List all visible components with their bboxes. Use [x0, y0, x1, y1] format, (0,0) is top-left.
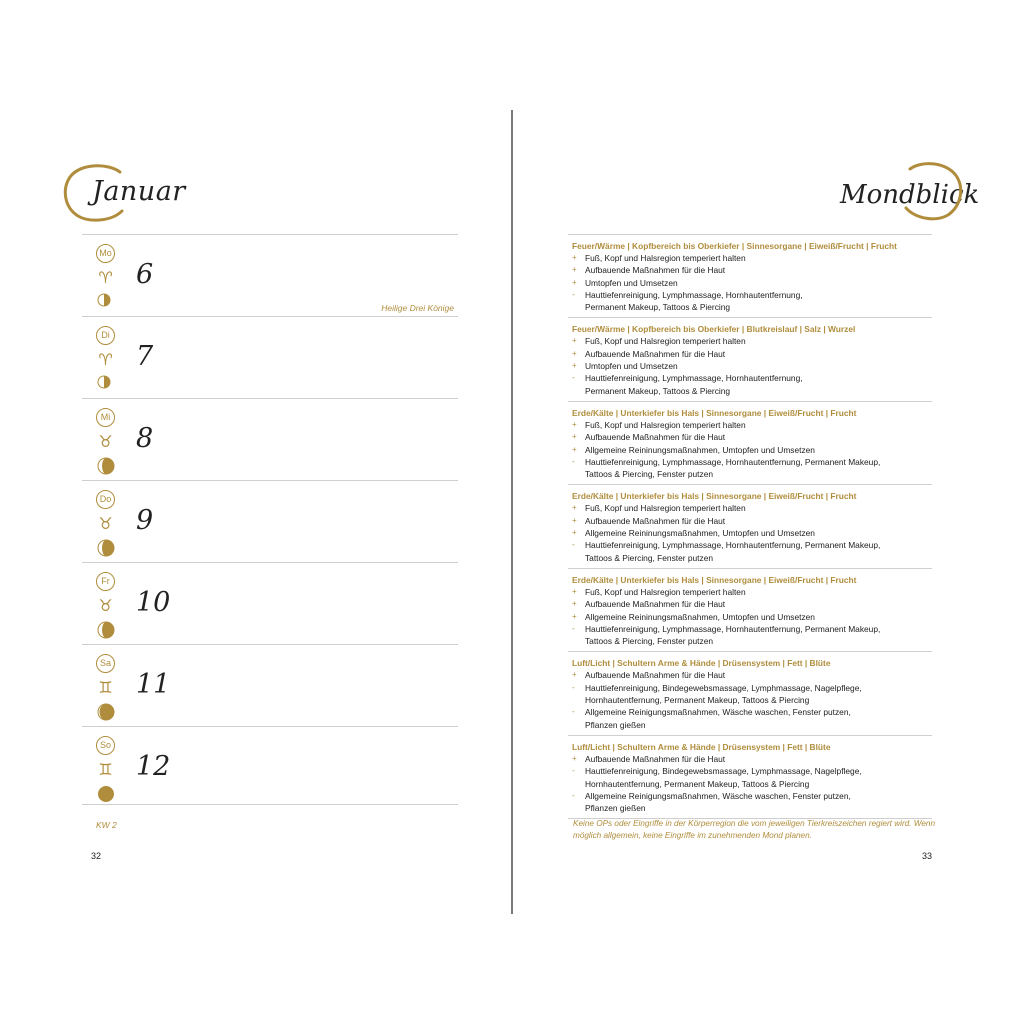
entry-item — [572, 539, 932, 551]
entry-item — [572, 802, 932, 814]
entry-heading: Erde/Kälte | Unterkiefer bis Hals | Sinnesorgane | Eiweiß/Frucht | Frucht — [572, 407, 857, 418]
page-number-right: 33 — [922, 851, 933, 861]
entry-sign: + — [572, 611, 577, 621]
holiday-label: Heilige Drei Könige — [381, 303, 454, 313]
left-page — [0, 0, 511, 1024]
moon-entry — [568, 317, 932, 400]
entry-sign: + — [572, 277, 577, 287]
zodiac-icon: ♉ — [98, 514, 113, 533]
entry-item — [572, 289, 932, 301]
entry-sign: - — [572, 766, 575, 776]
entry-item — [572, 419, 932, 431]
entry-item — [572, 598, 932, 610]
entry-item — [572, 444, 932, 456]
day-number: 8 — [136, 423, 154, 454]
entry-text: Allgemeine Reininungsmaßnahmen, Umtopfen und Umsetzen — [585, 528, 815, 539]
entry-item — [572, 385, 932, 397]
entry-item — [572, 360, 932, 372]
moon-phase-icon — [97, 785, 115, 808]
entry-text: Pflanzen gießen — [585, 803, 646, 814]
entry-text: Hauttiefenreinigung, Bindegewebsmassage, Lymphmassage, Nagelpflege, — [585, 682, 862, 693]
entry-text: Hauttiefenreinigung, Lymphmassage, Hornhautentfernung, — [585, 289, 803, 300]
entry-sign: - — [572, 790, 575, 800]
entry-text: Aufbauende Maßnahmen für die Haut — [585, 265, 726, 276]
entry-item — [572, 502, 932, 514]
entry-sign: - — [572, 682, 575, 692]
entry-text: Permanent Makeup, Tattoos & Piercing — [585, 302, 731, 313]
entry-item — [572, 669, 932, 681]
entry-text: Tattoos & Piercing, Fenster putzen — [585, 552, 714, 563]
zodiac-icon: ♊ — [98, 760, 113, 779]
entry-text: Hornhautentfernung, Permanent Makeup, Tattoos & Piercing — [585, 778, 810, 789]
zodiac-icon: ♊ — [98, 678, 113, 697]
entry-text: Allgemeine Reinigungsmaßnahmen, Wäsche waschen, Fenster putzen, — [585, 790, 851, 801]
entry-sign: - — [572, 373, 575, 383]
weekday-badge: Fr — [96, 572, 115, 591]
zodiac-icon: ♉ — [98, 432, 113, 451]
weekday-badge: Sa — [96, 654, 115, 673]
moon-entry — [568, 484, 932, 567]
moon-entry — [568, 401, 932, 484]
entry-sign: + — [572, 670, 577, 680]
entry-text: Umtopfen und Umsetzen — [585, 361, 678, 372]
entry-text: Pflanzen gießen — [585, 719, 646, 730]
entry-item — [572, 456, 932, 468]
entry-item — [572, 252, 932, 264]
entry-text: Hauttiefenreinigung, Lymphmassage, Hornhautentfernung, Permanent Makeup, — [585, 456, 881, 467]
entry-sign: + — [572, 361, 577, 371]
zodiac-icon: ♉ — [98, 596, 113, 615]
entry-sign: + — [572, 503, 577, 513]
day-row — [82, 726, 458, 805]
entry-heading: Feuer/Wärme | Kopfbereich bis Oberkiefer | Sinnesorgane | Eiweiß/Frucht | Frucht — [572, 241, 897, 251]
entry-text: Aufbauende Maßnahmen für die Haut — [585, 348, 726, 359]
entry-item — [572, 515, 932, 527]
entry-item — [572, 635, 932, 647]
entry-heading: Luft/Licht | Schultern Arme & Hände | Drüsensystem | Fett | Blüte — [572, 741, 831, 752]
entry-heading: Feuer/Wärme | Kopfbereich bis Oberkiefer | Blutkreislauf | Salz | Wurzel — [572, 324, 856, 335]
entry-text: Fuß, Kopf und Halsregion temperiert halten — [585, 419, 746, 430]
entry-item — [572, 623, 932, 635]
day-row — [82, 316, 458, 398]
entry-item — [572, 301, 932, 313]
entry-heading: Erde/Kälte | Unterkiefer bis Hals | Sinnesorgane | Eiweiß/Frucht | Frucht — [572, 574, 857, 585]
day-number: 6 — [136, 259, 154, 290]
entry-item — [572, 264, 932, 276]
entry-sign: + — [572, 528, 577, 538]
entry-item — [572, 468, 932, 480]
day-number: 10 — [136, 587, 171, 618]
entry-sign: + — [572, 265, 577, 275]
entry-text: Aufbauende Maßnahmen für die Haut — [585, 432, 726, 443]
footnote: Keine OPs oder Eingriffe in der Körperregion die vom jeweiligen Tierkreiszeichen regiert wird. Wenn möglich allgemein, keine Eingriffe im zunehmenden Mond planen. — [573, 819, 936, 840]
entry-sign: - — [572, 623, 575, 633]
entry-sign: + — [572, 753, 577, 763]
day-number: 12 — [136, 751, 171, 782]
entry-sign: + — [572, 586, 577, 596]
entry-text: Tattoos & Piercing, Fenster putzen — [585, 469, 714, 480]
entry-sign: - — [572, 707, 575, 717]
moon-entries — [568, 234, 932, 819]
moon-overview-title: Mondblick — [840, 180, 980, 210]
entry-item — [572, 586, 932, 598]
weekday-badge: Di — [96, 326, 115, 345]
entry-text: Aufbauende Maßnahmen für die Haut — [585, 599, 726, 610]
month-title: Januar — [92, 176, 186, 207]
entry-item — [572, 753, 932, 765]
moon-entry — [568, 735, 932, 819]
entry-heading: Erde/Kälte | Unterkiefer bis Hals | Sinnesorgane | Eiweiß/Frucht | Frucht — [572, 491, 857, 502]
entry-sign: - — [572, 289, 575, 299]
entry-item — [572, 765, 932, 777]
moon-circle-ornament — [900, 161, 964, 223]
day-row — [82, 398, 458, 480]
moon-phase-icon — [97, 539, 115, 562]
entry-sign: + — [572, 432, 577, 442]
entry-text: Hauttiefenreinigung, Bindegewebsmassage, Lymphmassage, Nagelpflege, — [585, 766, 862, 777]
entry-text: Aufbauende Maßnahmen für die Haut — [585, 515, 726, 526]
entry-text: Allgemeine Reinigungsmaßnahmen, Wäsche waschen, Fenster putzen, — [585, 707, 851, 718]
entry-sign: - — [572, 540, 575, 550]
moon-entry — [568, 568, 932, 651]
entry-heading: Luft/Licht | Schultern Arme & Hände | Drüsensystem | Fett | Blüte — [572, 658, 831, 669]
entry-item — [572, 335, 932, 347]
moon-phase-icon — [97, 621, 115, 644]
entry-text: Aufbauende Maßnahmen für die Haut — [585, 753, 726, 764]
entry-item — [572, 431, 932, 443]
entry-text: Fuß, Kopf und Halsregion temperiert halten — [585, 586, 746, 597]
weekday-badge: Mi — [96, 408, 115, 427]
right-page — [513, 0, 1024, 1024]
day-row — [82, 480, 458, 562]
day-row — [82, 234, 458, 316]
entry-item — [572, 682, 932, 694]
zodiac-icon: ♈ — [98, 268, 113, 287]
entry-text: Hauttiefenreinigung, Lymphmassage, Hornhautentfernung, — [585, 373, 803, 384]
moon-phase-icon — [97, 375, 111, 394]
day-row — [82, 644, 458, 726]
entry-item — [572, 719, 932, 731]
entry-text: Allgemeine Reininungsmaßnahmen, Umtopfen und Umsetzen — [585, 611, 815, 622]
page-number-left: 32 — [91, 851, 102, 861]
entry-item — [572, 527, 932, 539]
zodiac-icon: ♈ — [98, 350, 113, 369]
entry-item — [572, 694, 932, 706]
entry-sign: - — [572, 456, 575, 466]
day-number: 9 — [136, 505, 154, 536]
entry-text: Aufbauende Maßnahmen für die Haut — [585, 670, 726, 681]
entry-text: Hornhautentfernung, Permanent Makeup, Tattoos & Piercing — [585, 695, 810, 706]
entry-text: Tattoos & Piercing, Fenster putzen — [585, 636, 714, 647]
entry-item — [572, 277, 932, 289]
moon-phase-icon — [97, 457, 115, 480]
entry-text: Hauttiefenreinigung, Lymphmassage, Hornhautentfernung, Permanent Makeup, — [585, 540, 881, 551]
weekday-badge: Do — [96, 490, 115, 509]
day-number: 7 — [136, 341, 154, 372]
entry-sign: + — [572, 599, 577, 609]
entry-text: Fuß, Kopf und Halsregion temperiert halten — [585, 253, 746, 263]
weekday-badge: So — [96, 736, 115, 755]
entry-item — [572, 611, 932, 623]
moon-entry — [568, 234, 932, 317]
entry-sign: + — [572, 253, 577, 262]
entry-item — [572, 790, 932, 802]
entry-sign: + — [572, 515, 577, 525]
moon-phase-icon — [97, 703, 115, 726]
day-row — [82, 562, 458, 644]
entry-text: Hauttiefenreinigung, Lymphmassage, Hornhautentfernung, Permanent Makeup, — [585, 623, 881, 634]
moon-entry — [568, 651, 932, 734]
entry-text: Umtopfen und Umsetzen — [585, 277, 678, 288]
entry-sign: + — [572, 336, 577, 346]
entry-sign: + — [572, 444, 577, 454]
day-list — [82, 234, 458, 805]
moon-phase-icon — [97, 293, 111, 312]
entry-item — [572, 372, 932, 384]
week-label: KW 2 — [96, 820, 117, 830]
entry-sign: + — [572, 419, 577, 429]
weekday-badge: Mo — [96, 244, 115, 263]
entry-sign: + — [572, 348, 577, 358]
entry-item — [572, 348, 932, 360]
entry-item — [572, 706, 932, 718]
entry-item — [572, 778, 932, 790]
entry-text: Fuß, Kopf und Halsregion temperiert halten — [585, 336, 746, 347]
entry-item — [572, 552, 932, 564]
day-number: 11 — [136, 669, 171, 700]
entry-text: Permanent Makeup, Tattoos & Piercing — [585, 385, 731, 396]
entry-text: Fuß, Kopf und Halsregion temperiert halten — [585, 503, 746, 514]
entry-text: Allgemeine Reininungsmaßnahmen, Umtopfen und Umsetzen — [585, 444, 815, 455]
